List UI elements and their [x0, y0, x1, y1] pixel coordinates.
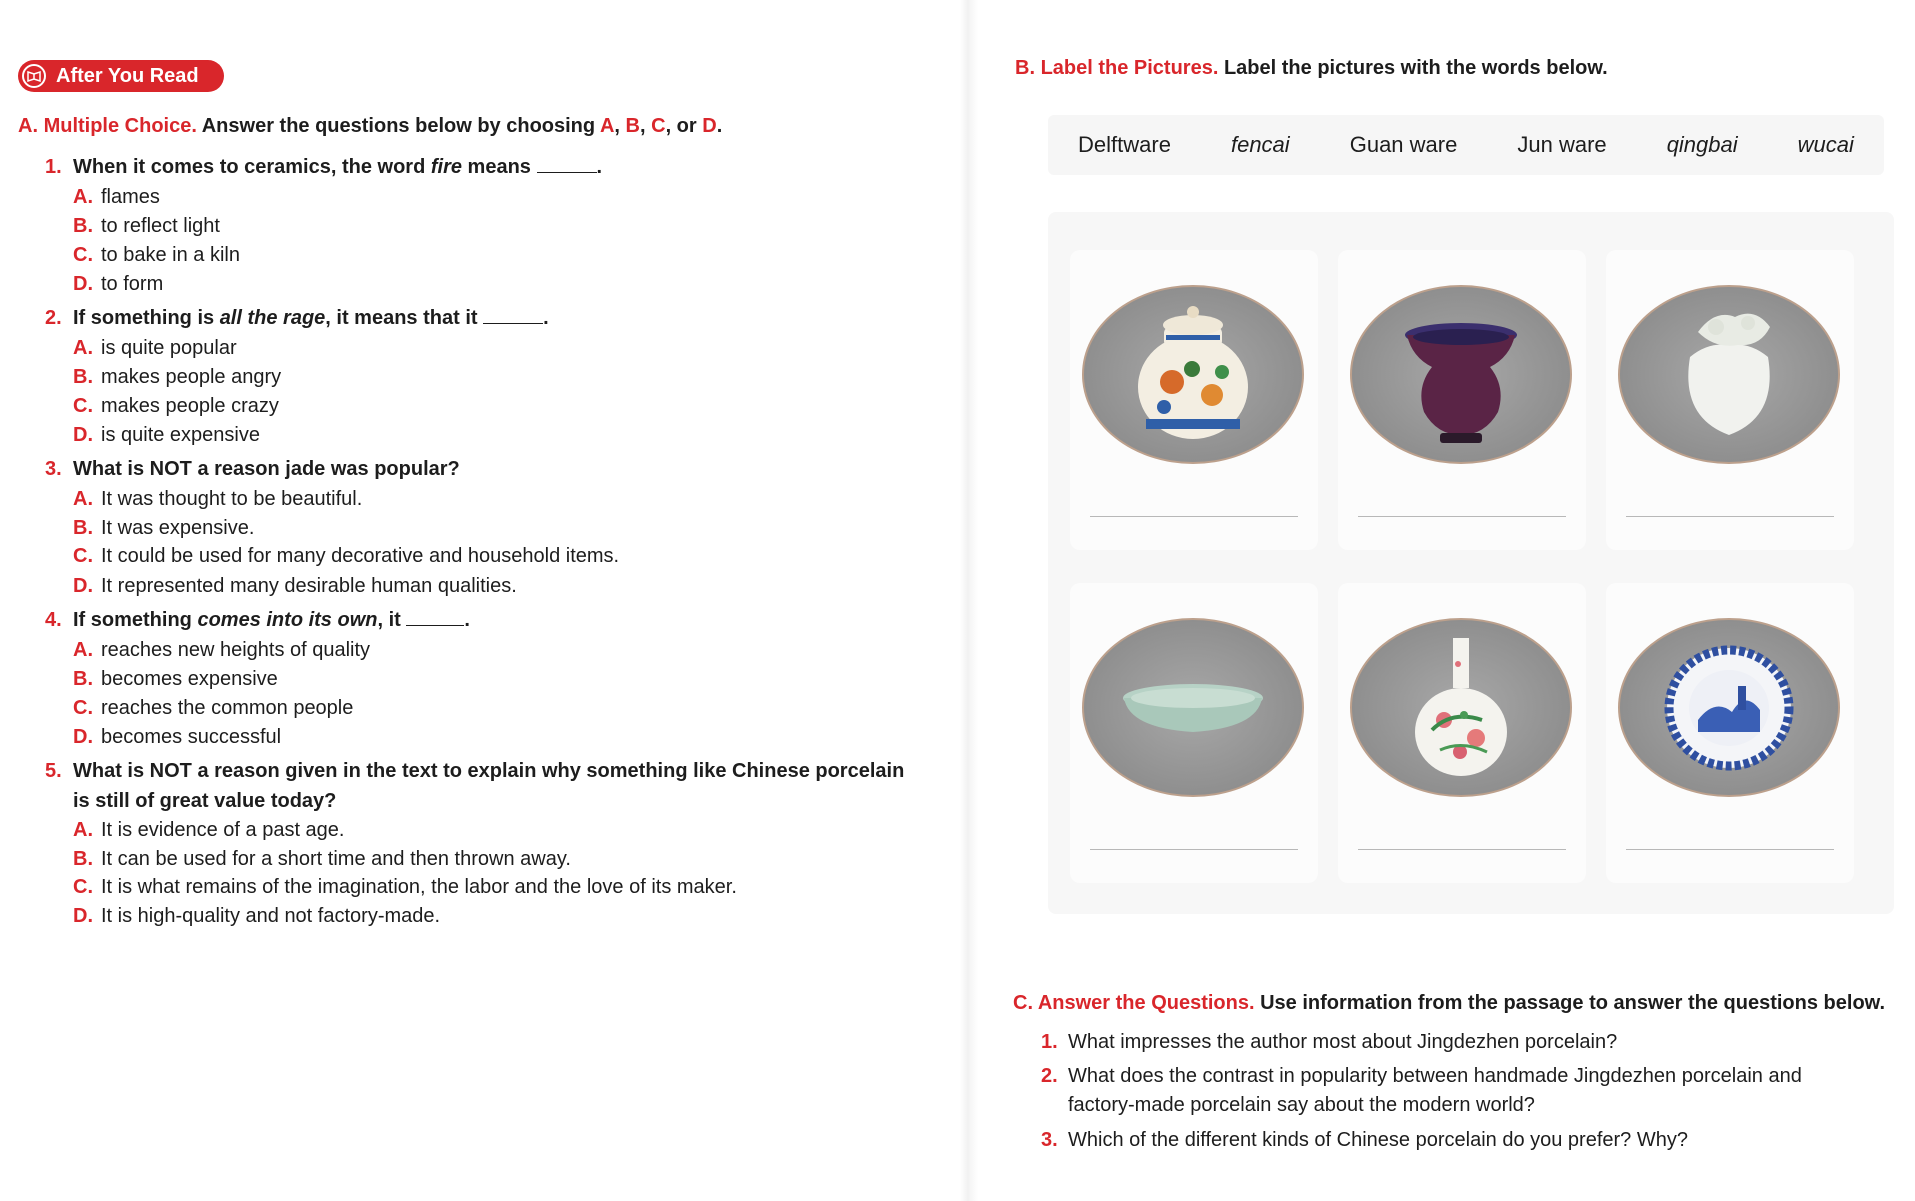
question-number: 3.: [45, 458, 62, 480]
word-bank-item: wucai: [1797, 132, 1854, 157]
option-text: It represented many desirable human qualities.: [101, 575, 517, 597]
option-letter: C.: [73, 395, 93, 417]
option-letter: A.: [73, 639, 93, 661]
question-emphasis: all the rage: [219, 307, 326, 329]
question-text: , it means that it: [325, 307, 478, 329]
question-number: 1.: [45, 156, 62, 178]
question-text: Which of the different kinds of Chinese porcelain do you prefer? Why?: [1068, 1129, 1688, 1151]
question-text: .: [596, 156, 603, 178]
section-a-heading: A. Multiple Choice. Answer the questions below by choosing A, B, C, or D.: [18, 115, 723, 137]
question-text: .: [543, 307, 549, 329]
reading-icon: [22, 64, 46, 88]
white-qingbai-vessel-icon: [1620, 287, 1838, 462]
choice-letter: D: [702, 115, 717, 137]
celadon-bowl-icon: [1084, 620, 1302, 795]
picture-card: [1070, 583, 1318, 883]
option-letter: A.: [73, 337, 93, 359]
answer-blank: [406, 611, 464, 626]
option: [73, 726, 281, 749]
option: [73, 905, 440, 928]
option: [73, 186, 160, 209]
question-4: [45, 609, 470, 632]
answer-blank: [483, 309, 543, 324]
picture-card: [1606, 250, 1854, 550]
option: [73, 639, 370, 662]
option: [73, 366, 281, 389]
answer-line: [1090, 516, 1298, 517]
option-letter: C.: [73, 545, 93, 567]
picture-frame: [1350, 618, 1572, 797]
option-text: It is high-quality and not factory-made.: [101, 905, 441, 927]
purple-jun-vase-icon: [1352, 287, 1570, 462]
option-text: It is evidence of a past age.: [101, 819, 345, 841]
option-letter: D.: [73, 575, 93, 597]
option-text: becomes expensive: [101, 668, 278, 690]
answer-line: [1626, 516, 1834, 517]
option-text: to bake in a kiln: [101, 244, 240, 266]
option: [73, 424, 260, 447]
section-b-title: Label the Pictures.: [1040, 57, 1219, 79]
question-text: .: [464, 609, 470, 631]
answer-line: [1358, 516, 1566, 517]
option-text: It is what remains of the imagination, the labor and the love of its maker.: [101, 876, 737, 898]
wucai-jar-icon: [1084, 287, 1302, 462]
option-text: reaches the common people: [101, 697, 354, 719]
option-letter: D.: [73, 424, 93, 446]
option-letter: C.: [73, 244, 93, 266]
picture-frame: [1618, 285, 1840, 464]
peach-vase-icon: [1352, 620, 1570, 795]
word-bank-item: Delftware: [1078, 132, 1171, 157]
choice-letter: A: [599, 115, 615, 137]
option-text: flames: [101, 186, 160, 208]
question-text: is still of great value today?: [73, 790, 337, 812]
question-text: , it: [377, 609, 401, 631]
section-b-heading: [1015, 57, 1608, 80]
option-letter: B.: [73, 517, 93, 539]
option: [73, 517, 254, 540]
option-letter: C.: [73, 876, 93, 898]
option: [73, 819, 345, 842]
blue-white-plate-icon: [1620, 620, 1838, 795]
question-text: What is NOT a reason jade was popular?: [73, 458, 460, 480]
picture-card: [1070, 250, 1318, 550]
option: [73, 244, 240, 267]
question-emphasis: comes into its own: [197, 609, 378, 631]
question-text: means: [462, 156, 531, 178]
after-you-read-badge: [18, 60, 224, 92]
picture-card: [1338, 250, 1586, 550]
option-text: is quite popular: [101, 337, 237, 359]
option-letter: A.: [73, 819, 93, 841]
question-text: When it comes to ceramics, the word: [73, 156, 431, 178]
section-c-letter: C.: [1013, 992, 1033, 1014]
option-text: It can be used for a short time and then thrown away.: [101, 848, 571, 870]
option-letter: B.: [73, 366, 93, 388]
option-letter: A.: [73, 488, 93, 510]
badge-label: After You Read: [56, 64, 199, 87]
option-letter: B.: [73, 848, 93, 870]
option: [73, 575, 517, 598]
picture-frame: [1082, 618, 1304, 797]
option-letter: B.: [73, 668, 93, 690]
choice-letter: B: [625, 115, 640, 137]
option-letter: D.: [73, 905, 93, 927]
option-text: It was thought to be beautiful.: [101, 488, 363, 510]
option-text: is quite expensive: [101, 424, 260, 446]
question-number: 2.: [1041, 1065, 1058, 1087]
picture-card: [1338, 583, 1586, 883]
answer-blank: [537, 158, 597, 173]
option-letter: B.: [73, 215, 93, 237]
question-text: factory-made porcelain say about the modern world?: [1068, 1094, 1535, 1116]
open-question-3: [1041, 1126, 1861, 1155]
word-bank-item: fencai: [1230, 132, 1290, 157]
section-a-title: Multiple Choice.: [43, 115, 197, 137]
section-c-heading: [1013, 992, 1885, 1015]
option: [73, 697, 353, 720]
option-text: makes people crazy: [101, 395, 279, 417]
word-bank-item: qingbai: [1666, 132, 1738, 157]
answer-line: [1358, 849, 1566, 850]
option-text: becomes successful: [101, 726, 282, 748]
option: [73, 273, 163, 296]
option-letter: D.: [73, 273, 93, 295]
option-text: to form: [101, 273, 164, 295]
question-3: [45, 458, 460, 481]
option: [73, 395, 279, 418]
question-number: 2.: [45, 307, 62, 329]
option: [73, 848, 571, 871]
picture-frame: [1082, 285, 1304, 464]
word-bank-item: Guan ware: [1349, 132, 1458, 157]
option: [73, 215, 220, 238]
question-1: [45, 156, 602, 179]
section-c-instruction: Use information from the passage to answer the questions below.: [1260, 992, 1886, 1014]
question-5-line2: [73, 790, 336, 813]
answer-line: [1090, 849, 1298, 850]
option-text: to reflect light: [101, 215, 220, 237]
section-a-instruction: Answer the questions below by choosing: [201, 115, 596, 137]
option-letter: D.: [73, 726, 93, 748]
option-letter: A.: [73, 186, 93, 208]
word-bank: [1048, 115, 1884, 175]
question-number: 4.: [45, 609, 62, 631]
question-emphasis: fire: [430, 156, 462, 178]
section-b-letter: B.: [1015, 57, 1035, 79]
question-text: If something: [73, 609, 198, 631]
word-bank-item: Jun ware: [1517, 132, 1607, 157]
option: [73, 337, 237, 360]
question-number: 5.: [45, 760, 62, 782]
option: [73, 545, 619, 568]
question-5: [45, 760, 904, 783]
option: [73, 668, 278, 691]
picture-frame: [1350, 285, 1572, 464]
open-question-2: [1041, 1062, 1861, 1120]
option-text: It could be used for many decorative and household items.: [101, 545, 620, 567]
option-letter: C.: [73, 697, 93, 719]
choice-letter: C: [651, 115, 666, 137]
option-text: reaches new heights of quality: [101, 639, 371, 661]
question-number: 1.: [1041, 1031, 1058, 1053]
question-text: What impresses the author most about Jingdezhen porcelain?: [1068, 1031, 1618, 1053]
section-a-letter: A.: [18, 115, 38, 137]
option-text: makes people angry: [101, 366, 282, 388]
picture-card: [1606, 583, 1854, 883]
option: [73, 876, 737, 899]
section-b-instruction: Label the pictures with the words below.: [1223, 57, 1608, 79]
option: [73, 488, 362, 511]
answer-line: [1626, 849, 1834, 850]
question-2: [45, 307, 549, 330]
section-c-title: Answer the Questions.: [1037, 992, 1255, 1014]
question-number: 3.: [1041, 1129, 1058, 1151]
question-text: What is NOT a reason given in the text to explain why something like Chinese porcelain: [73, 760, 905, 782]
picture-frame: [1618, 618, 1840, 797]
question-text: If something is: [73, 307, 220, 329]
option-text: It was expensive.: [101, 517, 255, 539]
open-question-1: [1041, 1028, 1861, 1057]
book-gutter: [960, 0, 978, 1201]
question-text: What does the contrast in popularity between handmade Jingdezhen porcelain and: [1068, 1065, 1802, 1087]
